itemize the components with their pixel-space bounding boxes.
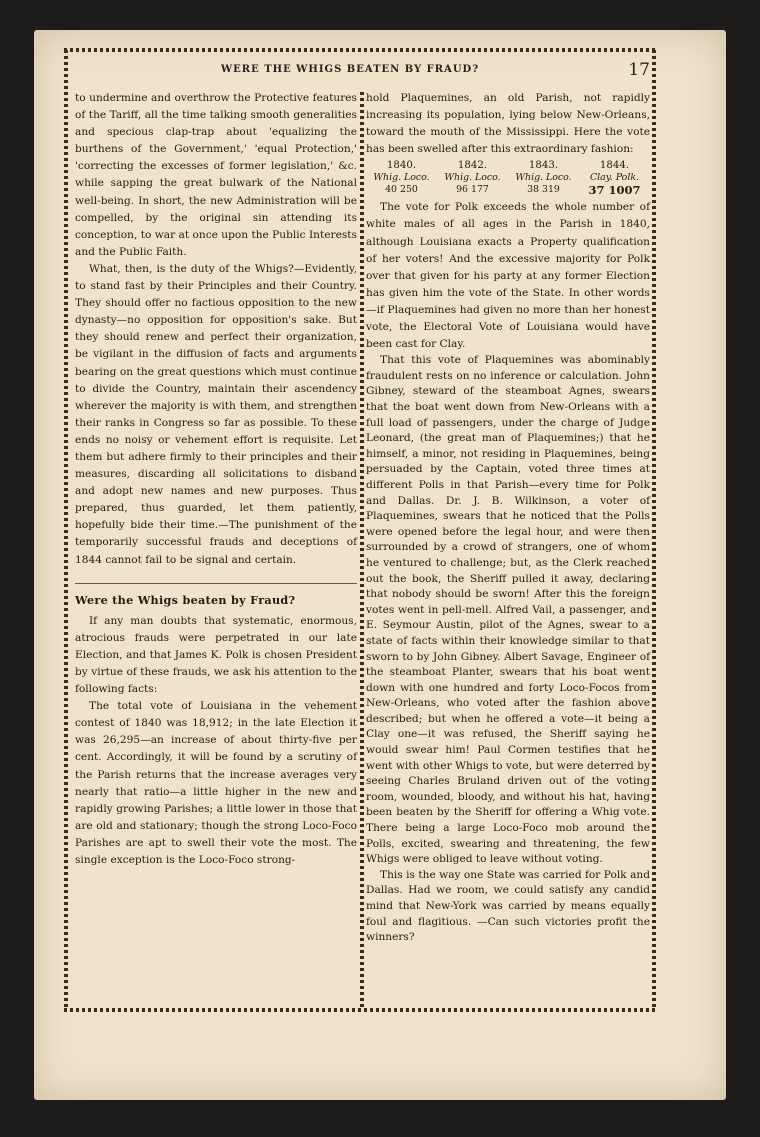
vote-label: Clay. Polk. [589,172,639,184]
section-heading: Were the Whigs beaten by Fraud? [75,583,357,609]
page-number: 17 [628,60,650,80]
paragraph: hold Plaquemines, an old Parish, not rapidly increasing its population, lying below New-Orleans, toward the mouth of the Mississippi. Here the vote has been swelled after this extraordinary fashion: [366,92,650,156]
vote-year: 1843. [528,160,559,172]
vote-year: 1840. [386,160,417,172]
vote-year: 1842. [457,160,488,172]
vote-table-years [366,160,650,172]
top-border-rule [64,48,656,52]
right-column [366,90,650,946]
left-border-rule [64,50,68,1010]
paragraph: This is the way one State was carried for Polk and Dallas. Had we room, we could satisfy any candid mind that New-York was carried by means equally foul and flagitious. —Can such victories profit the winners? [366,868,650,944]
left-column [75,90,357,869]
paragraph: The vote for Polk exceeds the whole number of white males of all ages in the Parish in 1840, although Louisiana exacts a Property qualification of her voters! And the excessive majority for Polk over that given for his party at any former Election has given him the vote of the State. In other words—if Plaquemines had given no more than her honest vote, the Electoral Vote of Louisiana would have been cast for Clay. [366,201,650,351]
paragraph: The total vote of Louisiana in the vehement contest of 1840 was 18,912; in the late Election it was 26,295—an increase of about thirty-five per cent. Accordingly, it will be found by a scrutiny of the Parish returns that the increase averages very nearly that ratio—a little higher in the new and rapidly growing Parishes; a little lower in those that are old and stationary; though the strong Loco-Foco Parishes are apt to swell their vote the most. The single exception is the Loco-Foco strong- [75,700,357,867]
paragraph: That this vote of Plaquemines was abominably fraudulent rests on no inference or calculation. John Gibney, steward of the steamboat Agnes, swears that the boat went down from New-Orleans with a full load of passengers, under the charge of Judge Leonard, (the great man of Plaquemines;) that he himself, a minor, not residing in Plaquemines, being persuaded by the Captain, voted three times at different Polls in that Parish—every time for Polk and Dallas. Dr. J. B. Wilkinson, a voter of Plaquemines, swears that he noticed that the Polls were opened before the legal hour, and were then surrounded by a crowd of strangers, one of whom he ventured to challenge; but, as the Clerk reached out the book, the Sheriff pulled it away, declaring that nobody should be sworn! After this the foreign votes went in pell-mell. Alfred Vail, a passenger, and E. Seymour Austin, pilot of the Agnes, swear to a state of facts within their knowledge similar to that sworn to by John Gibney. Albert Savage, Engineer of the steamboat Planter, swears that his boat went down with one hundred and forty Loco-Focos from New-Orleans, who voted after the fashion above described; but when he offered a vote—it being a Clay one—it was refused, the Sheriff saying he would swear him! Paul Cormen testifies that he went with other Whigs to vote, but were deterred by seeing Charles Bruland driven out of the voting room, wounded, bloody, and without his hat, having been beaten by the Sheriff for offering a Whig vote. There being a large Loco-Foco mob around the Polls, excited, swearing and threatening, the few Whigs were obliged to leave without voting. [366,354,650,866]
paragraph: If any man doubts that systematic, enormous, atrocious frauds were perpetrated in our late Election, and that James K. Polk is chosen President by virtue of these frauds, we ask his attention to the following facts: [75,614,357,696]
vote-year: 1844. [599,160,630,172]
paragraph: What, then, is the duty of the Whigs?—Evidently, to stand fast by their Principles and their Country. They should offer no factious opposition to the new dynasty—no opposition for opposition's sake. But they should renew and perfect their organization, be vigilant in the diffusion of facts and arguments bearing on the great questions which must continue to divide the Country, maintain their ascendency wherever the majority is with them, and strengthen their ranks in Congress so far as possible. To these ends no noisy or vehement effort is requisite. Let them but adhere firmly to their principles and their measures, discarding all solicitations to disband and adopt new names and new purposes. Thus prepared, thus guarded, let them patiently, hopefully bide their time.—The punishment of the temporarily successful frauds and deceptions of 1844 cannot fail to be signal and certain. [75,262,357,566]
vote-value: 40 250 [385,184,418,196]
right-border-rule [652,50,656,1010]
running-head: WERE THE WHIGS BEATEN BY FRAUD? [220,64,480,75]
vote-table-values [366,184,650,196]
vote-value: 96 177 [456,184,489,196]
column-divider-rule [360,92,364,1010]
vote-table [366,160,650,196]
vote-label: Whig. Loco. [444,172,501,184]
vote-label: Whig. Loco. [515,172,572,184]
vote-value: 37 1007 [588,183,641,198]
vote-value: 38 319 [527,184,560,196]
vote-label: Whig. Loco. [373,172,430,184]
paragraph: to undermine and overthrow the Protective features of the Tariff, all the time talking smooth generalities and specious clap-trap about 'equalizing the burthens of the Government,' 'equal Protection,' 'correcting the excesses of former legislation,' &c. while sapping the great bulwark of the National well-being. In short, the new Administration will be compelled, by the original sin attending its conception, to war at once upon the Public Interests and the Public Faith. [75,92,357,258]
